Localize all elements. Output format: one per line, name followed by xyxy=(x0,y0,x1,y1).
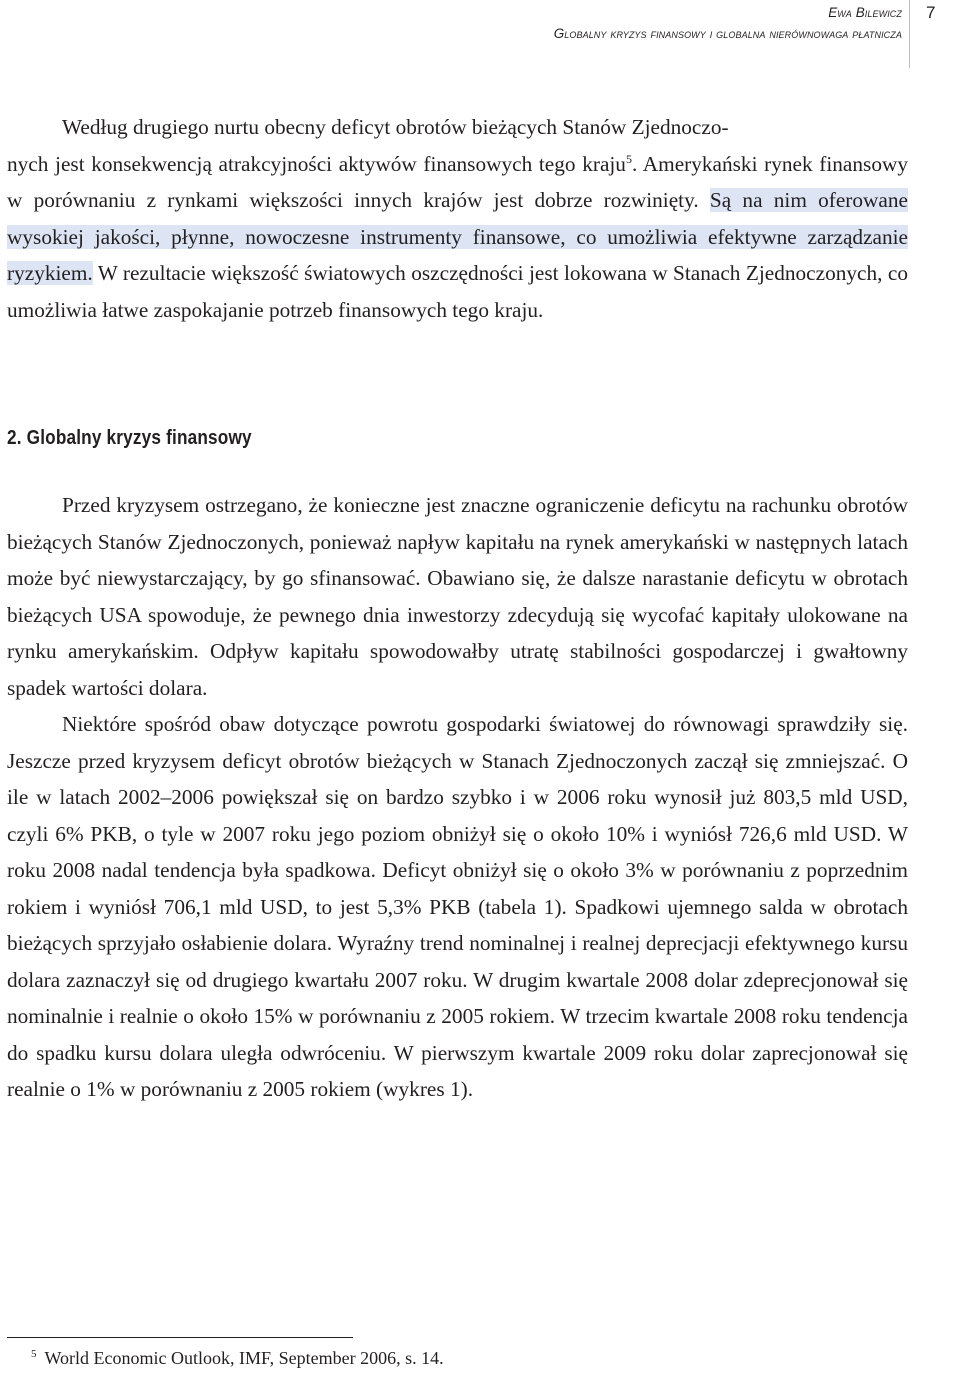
body-section-2 xyxy=(7,487,908,1108)
header-title: Globalny kryzys finansowy i globalna nierównowaga płatnicza xyxy=(553,26,902,41)
body-section-1 xyxy=(7,109,908,328)
highlighted-text[interactable]: Są na nim oferowane wysokiej jakości, płynne, nowoczesne instrumenty finansowe, co umożliwia efektywne zarządzanie ryzykiem. xyxy=(7,188,908,285)
paragraph: Niektóre spośród obaw dotyczące powrotu gospodarki światowej do równowagi sprawdziły się. Jeszcze przed kryzysem deficyt obrotów bieżących w Stanach Zjednoczonych zaczął się zmniejszać. O ile w latach 2002–2006 powiększał się on bardzo szybko i w 2006 roku wynosił już 803,5 mld USD, czyli 6% PKB, o tyle w 2007 roku jego poziom obniżył się o około 10% i wyniósł 726,6 mld USD. W roku 2008 nadal tendencja była spadkowa. Deficyt obniżył się o około 3% w porównaniu z poprzednim rokiem i wyniósł 706,1 mld USD, to jest 5,3% PKB (tabela 1). Spadkowi ujemnego salda w obrotach bieżących sprzyjało osłabienie dolara. Wyraźny trend nominalnej i realnej deprecjacji efektywnego kursu dolara zaznaczył się od drugiego kwartału 2007 roku. W drugim kwartale 2008 dolar zdeprecjonował się nominalnie i realnie o około 15% w porównaniu z 2005 rokiem. W trzecim kwartale 2008 roku tendencja do spadku kursu dolara uległa odwróceniu. W pierwszym kwartale 2009 roku dolar zaprecjonował się realnie o 1% w porównaniu z 2005 rokiem (wykres 1). xyxy=(7,712,908,1101)
paragraph: Przed kryzysem ostrzegano, że konieczne jest znaczne ograniczenie deficytu na rachunku obrotów bieżących Stanów Zjednoczonych, ponieważ napływ kapitału na rynek amerykański w następnych latach może być niewystarczający, by go sfinansować. Obawiano się, że dalsze narastanie deficytu w obrotach bieżących USA spowoduje, że pewnego dnia inwestorzy zdecydują się wycofać kapitały ulokowane na rynku amerykańskim. Odpływ kapitału spowodowałby utratę stabilności gospodarczej i gwałtowny spadek wartości dolara. xyxy=(7,493,908,700)
section-heading: 2. Globalny kryzys finansowy xyxy=(7,427,252,449)
page-number: 7 xyxy=(926,3,936,22)
footnote-reference[interactable]: 5 xyxy=(625,151,632,166)
footnote xyxy=(31,1346,444,1370)
paragraph-text: W rezultacie większość światowych oszczędności jest lokowana w Stanach Zjednoczonych, co umożliwia łatwe zaspokajanie potrzeb finansowych tego kraju. xyxy=(7,261,908,322)
footnote-number: 5 xyxy=(31,1348,37,1360)
paragraph: Według drugiego nurtu obecny deficyt obrotów bieżących Stanów Zjednoczo- nych jest konsekwencją atrakcyjności aktywów finansowych tego kraju$^5$. Amerykański rynek finansowy w porównaniu z rynkami większości innych krajów jest dobrze rozwinięty. Są na nim oferowane wysokiej jakości, płynne, nowoczesne instrumenty finansowe, co umożliwia efektywne zarządzanie ryzykiem. W rezultacie większość światowych oszczędności jest lokowana w Stanach Zjednoczonych, co umożliwia łatwe zaspokajanie potrzeb finansowych tego kraju. xyxy=(7,115,908,322)
paragraph-text: Według drugiego nurtu obecny deficyt obrotów bieżących Stanów Zjednoczo xyxy=(62,115,722,139)
header-divider xyxy=(909,0,910,68)
footnote-text: World Economic Outlook, IMF, September 2006, s. 14. xyxy=(44,1348,444,1368)
running-header xyxy=(554,2,902,44)
header-author: Ewa Bilewicz xyxy=(828,5,902,20)
footnote-divider xyxy=(7,1337,353,1338)
paragraph-text: . Amerykański rynek finansowy w porównaniu z rynkami większości innych krajów jest dobrze rozwinięty. xyxy=(7,151,908,212)
paragraph-text: nych jest konsekwencją atrakcyjności aktywów finansowych tego kraju xyxy=(7,151,626,176)
